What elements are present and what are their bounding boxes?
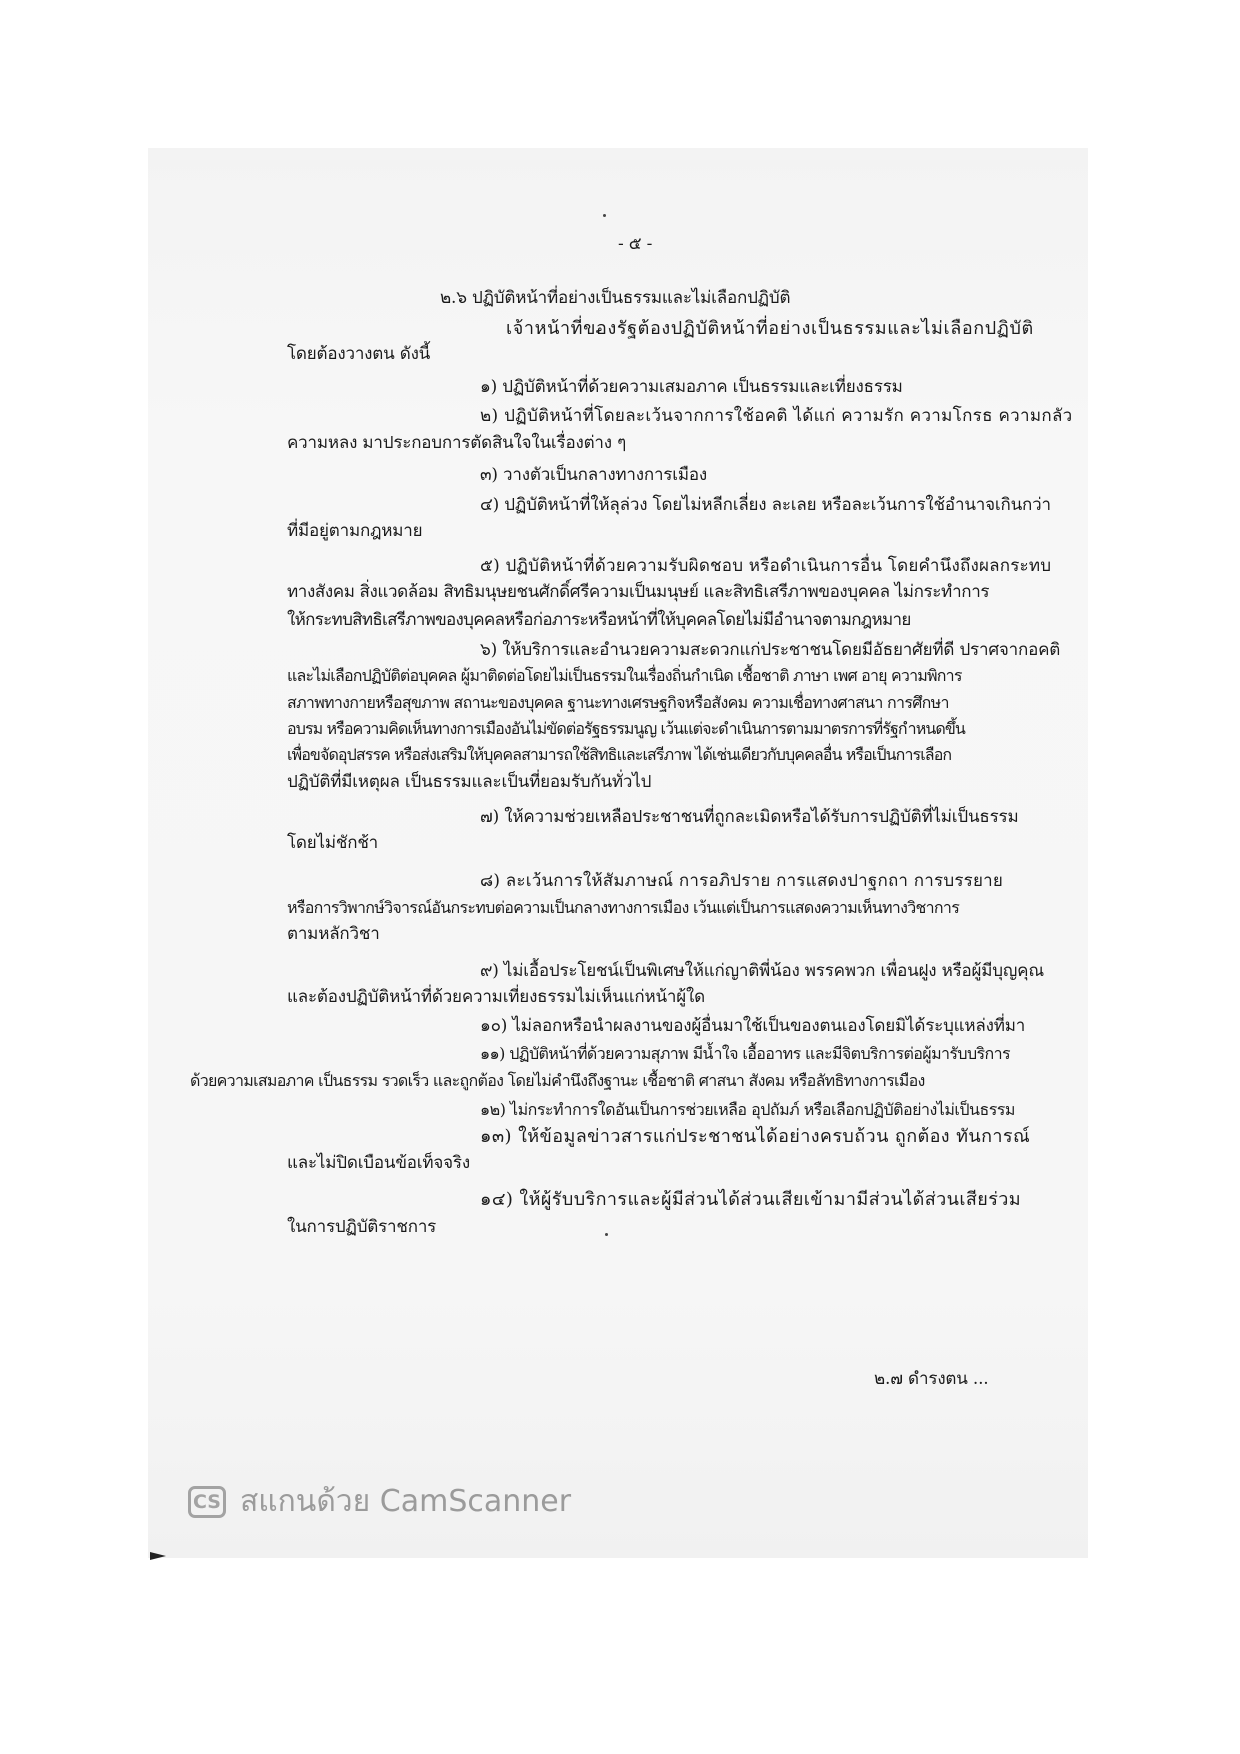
camscanner-logo-icon: CS <box>188 1486 226 1518</box>
item-line: ความหลง มาประกอบการตัดสินใจในเรื่องต่าง ๆ <box>287 433 627 453</box>
item-line: ๑๑) ปฏิบัติหน้าที่ด้วยความสุภาพ มีน้ำใจ เอื้ออาทร และมีจิตบริการต่อผู้มารับบริการ <box>480 1044 1010 1063</box>
item-line: ๑) ปฏิบัติหน้าที่ด้วยความเสมอภาค เป็นธรรมและเที่ยงธรรม <box>480 377 903 397</box>
item-line: ๔) ปฏิบัติหน้าที่ให้ลุล่วง โดยไม่หลีกเลี่ยง ละเลย หรือละเว้นการใช้อำนาจเกินกว่า <box>480 495 1051 515</box>
speck-mark <box>603 214 606 217</box>
item-line: ๕) ปฏิบัติหน้าที่ด้วยความรับผิดชอบ หรือดำเนินการอื่น โดยคำนึงถึงผลกระทบ <box>480 556 1052 576</box>
speck-mark <box>605 1233 608 1236</box>
item-line: ๑๔) ให้ผู้รับบริการและผู้มีส่วนได้ส่วนเสียเข้ามามีส่วนได้ส่วนเสียร่วม <box>480 1189 1022 1210</box>
item-line: ในการปฏิบัติราชการ <box>287 1217 437 1237</box>
item-line: เพื่อขจัดอุปสรรค หรือส่งเสริมให้บุคคลสามารถใช้สิทธิและเสรีภาพ ได้เช่นเดียวกับบุคคลอื่น หรือเป็นการเลือก <box>287 745 952 764</box>
item-line: อบรม หรือความคิดเห็นทางการเมืองอันไม่ขัดต่อรัฐธรรมนูญ เว้นแต่จะดำเนินการตามมาตรการที่รัฐกำหนดขึ้น <box>287 719 965 738</box>
section-heading: ๒.๖ ปฏิบัติหน้าที่อย่างเป็นธรรมและไม่เลือกปฏิบัติ <box>440 288 791 308</box>
item-line: ๑๒) ไม่กระทำการใดอันเป็นการช่วยเหลือ อุปถัมภ์ หรือเลือกปฏิบัติอย่างไม่เป็นธรรม <box>480 1100 1015 1119</box>
item-line: และไม่เลือกปฏิบัติต่อบุคคล ผู้มาติดต่อโดยไม่เป็นธรรมในเรื่องถิ่นกำเนิด เชื้อชาติ ภาษา เพศ อายุ ความพิการ <box>287 666 962 685</box>
item-line: ด้วยความเสมอภาค เป็นธรรม รวดเร็ว และถูกต้อง โดยไม่คำนึงถึงฐานะ เชื้อชาติ ศาสนา สังคม หรือลัทธิทางการเมือง <box>190 1071 925 1090</box>
item-line: ๖) ให้บริการและอำนวยความสะดวกแก่ประชาชนโดยมีอัธยาศัยที่ดี ปราศจากอคติ <box>480 640 1061 660</box>
page-number: - ๕ - <box>618 234 653 254</box>
item-line: และไม่ปิดเบือนข้อเท็จจริง <box>287 1153 470 1173</box>
item-line: ๓) วางตัวเป็นกลางทางการเมือง <box>480 465 707 485</box>
item-line: ๑๐) ไม่ลอกหรือนำผลงานของผู้อื่นมาใช้เป็นของตนเองโดยมิได้ระบุแหล่งที่มา <box>480 1016 1026 1036</box>
intro-line: เจ้าหน้าที่ของรัฐต้องปฏิบัติหน้าที่อย่างเป็นธรรมและไม่เลือกปฏิบัติ <box>506 318 1034 339</box>
item-line: ปฏิบัติที่มีเหตุผล เป็นธรรมและเป็นที่ยอมรับกันทั่วไป <box>287 772 652 792</box>
item-line: ๗) ให้ความช่วยเหลือประชาชนที่ถูกละเมิดหรือได้รับการปฏิบัติที่ไม่เป็นธรรม <box>480 807 1019 827</box>
item-line: และต้องปฏิบัติหน้าที่ด้วยความเที่ยงธรรมไม่เห็นแก่หน้าผู้ใด <box>287 987 705 1007</box>
item-line: ที่มีอยู่ตามกฎหมาย <box>287 521 423 541</box>
item-line: ทางสังคม สิ่งแวดล้อม สิทธิมนุษยชนศักดิ์ศรีความเป็นมนุษย์ และสิทธิเสรีภาพของบุคคล ไม่กระทำการ <box>287 582 990 602</box>
corner-arrow-icon <box>150 1552 166 1560</box>
item-line: ๑๓) ให้ข้อมูลข่าวสารแก่ประชาชนได้อย่างครบถ้วน ถูกต้อง ทันการณ์ <box>480 1126 1031 1147</box>
intro-line: โดยต้องวางตน ดังนี้ <box>287 344 431 364</box>
item-line: ๘) ละเว้นการให้สัมภาษณ์ การอภิปราย การแสดงปาฐกถา การบรรยาย <box>480 871 1004 891</box>
camscanner-watermark <box>188 1478 571 1525</box>
item-line: หรือการวิพากษ์วิจารณ์อันกระทบต่อความเป็นกลางทางการเมือง เว้นแต่เป็นการแสดงความเห็นทางวิชาการ <box>287 898 960 917</box>
item-line: ๒) ปฏิบัติหน้าที่โดยละเว้นจากการใช้อคติ ได้แก่ ความรัก ความโกรธ ความกลัว <box>480 406 1073 426</box>
item-line: ๙) ไม่เอื้อประโยชน์เป็นพิเศษให้แก่ญาติพี่น้อง พรรคพวก เพื่อนฝูง หรือผู้มีบุญคุณ <box>480 961 1044 981</box>
item-line: ตามหลักวิชา <box>287 924 380 944</box>
continuation-note: ๒.๗ ดำรงตน ... <box>874 1369 989 1389</box>
item-line: สภาพทางกายหรือสุขภาพ สถานะของบุคคล ฐานะทางเศรษฐกิจหรือสังคม ความเชื่อทางศาสนา การศึกษา <box>287 693 949 712</box>
watermark-text: สแกนด้วย CamScanner <box>240 1484 572 1519</box>
item-line: ให้กระทบสิทธิเสรีภาพของบุคคลหรือก่อภาระหรือหน้าที่ให้บุคคลโดยไม่มีอำนาจตามกฎหมาย <box>287 610 911 630</box>
item-line: โดยไม่ชักช้า <box>287 833 379 853</box>
